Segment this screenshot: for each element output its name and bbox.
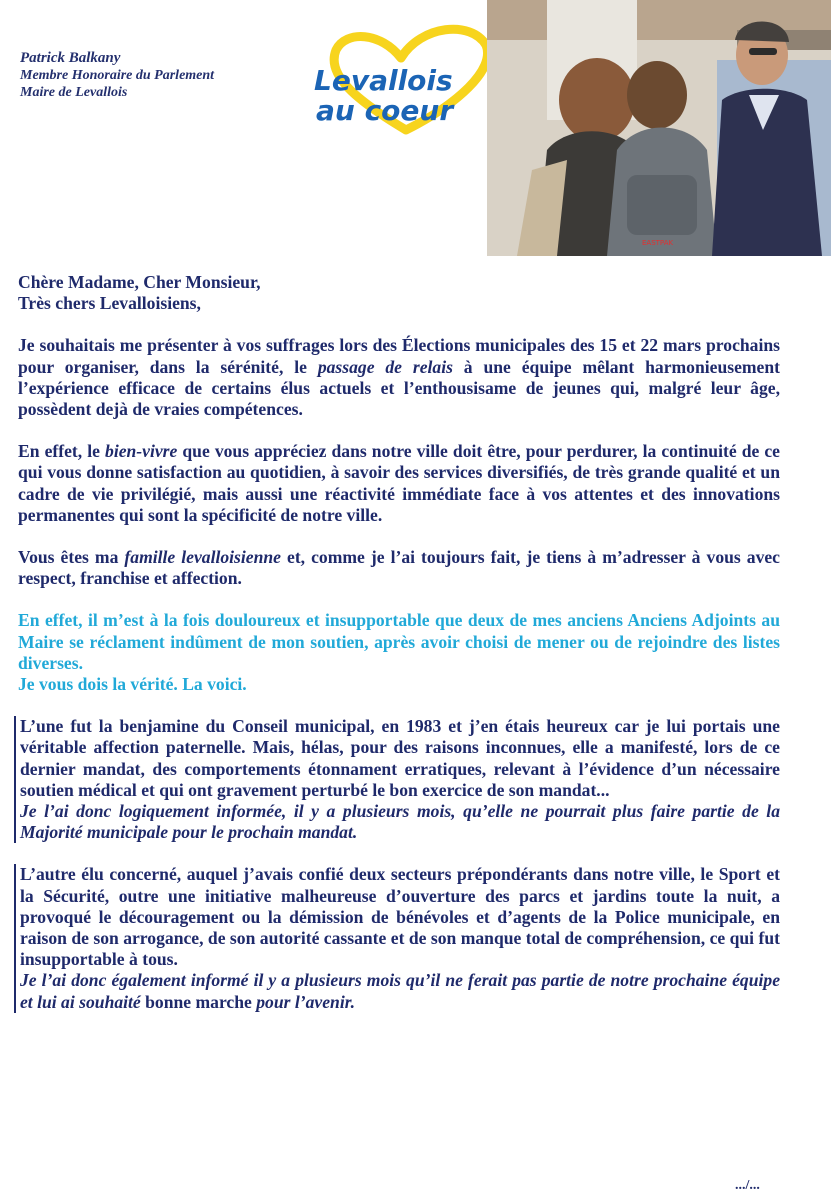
paragraph-1: Je souhaitais me présenter à vos suffrages lors des Élections municipales des 15 et 22 mars prochains pour organiser, dans la sérénité, le passage de relais à une équipe mêlant harmonieusement l’expérience efficace de certains élus actuels et l’enthousisame de jeunes qui, malgré leur âge, possèdent dejà de vraies compétences. [18, 335, 780, 420]
paragraph-9: Je l’ai donc également informé il y a plusieurs mois qu’il ne ferait pas partie de notre prochaine équipe et lui ai souhaité bonne marche pour l’avenir. [20, 970, 780, 1012]
logo-text-1: Levallois [314, 64, 453, 97]
sender-block [20, 50, 214, 101]
paragraph-4: En effet, il m’est à la fois douloureux et insupportable que deux de mes anciens Anciens Adjoints au Maire se réclament indûment de mon soutien, après avoir choisi de mener ou de rejoindre des listes diverses. [18, 610, 780, 673]
sender-role: Maire de Levallois [20, 85, 128, 100]
logo-text-2: au coeur [316, 94, 454, 127]
campaign-photo [487, 0, 831, 256]
paragraph-5: Je vous dois la vérité. La voici. [18, 674, 247, 695]
heart-logo-icon [296, 20, 496, 140]
bag-label: EASTPAK [642, 239, 674, 247]
paragraph-3: Vous êtes ma famille levalloisienne et, comme je l’ai toujours fait, je tiens à m’adresser à vous avec respect, franchise et affection. [18, 547, 780, 589]
sender-name: Patrick Balkany [20, 50, 121, 66]
greeting-line-2: Très chers Levalloisiens, [18, 293, 201, 314]
paragraph-8: L’autre élu concerné, auquel j’avais confié deux secteurs prépondérants dans notre ville, le Sport et la Sécurité, outre une initiative malheureuse d’ouverture des parcs et jardins toute la nuit, a provoqué le découragement ou la démission de bénévoles et d’agents de la Police municipale, en raison de son arrogance, de son autorité cassante et de son manque total de compréhension, ce qui fut insupportable à tous. [20, 864, 780, 970]
second-elected-block [14, 864, 780, 1012]
page-continuation: .../... [735, 1178, 760, 1193]
campaign-logo [296, 20, 496, 140]
paragraph-2: En effet, le bien-vivre que vous appréciez dans notre ville doit être, pour perdurer, la continuité de ce qui vous donne satisfaction au quotidien, à savoir des services diversifiés, de très grande qualité et un cadre de vie privilégié, mais aussi une réactivité immédiate face à vos attentes et des innovations permanentes qui sont la spécificité de notre ville. [18, 441, 780, 525]
letter-body [18, 272, 780, 1013]
sender-title: Membre Honoraire du Parlement [20, 68, 215, 83]
photo-image [487, 0, 831, 256]
greeting-line-1: Chère Madame, Cher Monsieur, [18, 272, 261, 292]
first-elected-block [14, 716, 780, 843]
paragraph-6: L’une fut la benjamine du Conseil municipal, en 1983 et j’en étais heureux car je lui portais une véritable affection paternelle. Mais, hélas, pour des raisons inconnues, elle a manifesté, lors de ce dernier mandat, des comportements étonnament erratiques, relevant à l’évidence d’un nécessaire soutien médical et qui ont gravement perturbé le bon exercice de son mandat... [20, 716, 780, 800]
paragraph-7: Je l’ai donc logiquement informée, il y a plusieurs mois, qu’elle ne pourrait plus faire partie de la Majorité municipale pour le prochain mandat. [20, 801, 780, 843]
